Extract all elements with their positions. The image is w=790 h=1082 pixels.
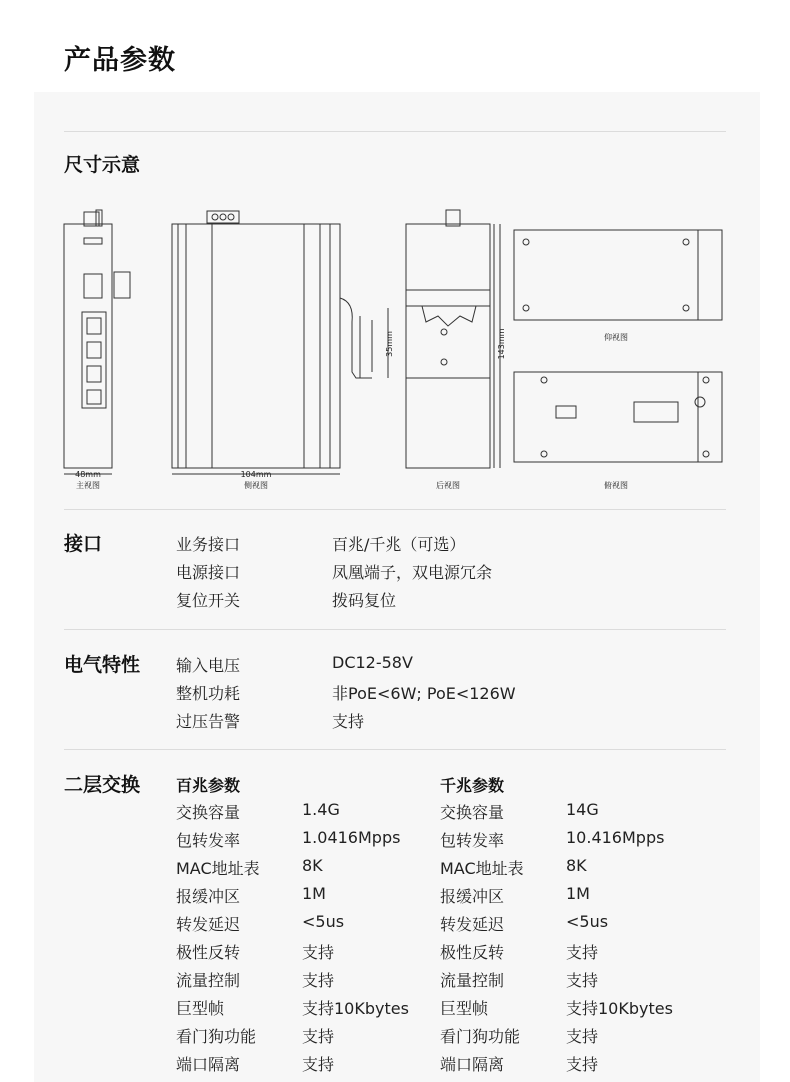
bottom-view-caption: 仰视图 <box>604 333 628 342</box>
interface-section-title: 接口 <box>64 533 103 555</box>
row-value: 支持10Kbytes <box>302 999 409 1018</box>
row-label: MAC地址表 <box>440 859 524 878</box>
rail-height-label: 35mm <box>385 331 394 357</box>
front-view-drawing <box>64 210 130 468</box>
row-label: 电源接口 <box>176 563 241 582</box>
rear-view-drawing <box>406 210 494 468</box>
row-label: 报缓冲区 <box>176 887 241 906</box>
fast-heading: 百兆参数 <box>176 776 241 795</box>
row-label: 报缓冲区 <box>440 887 505 906</box>
row-label: 过压告警 <box>176 712 241 731</box>
row-label: 巨型帧 <box>440 999 489 1018</box>
fast-ethernet-params <box>176 773 426 1073</box>
side-view-caption: 侧视图 <box>244 481 268 490</box>
row-value: 支持 <box>566 1055 599 1074</box>
row-label: 整机功耗 <box>176 684 241 703</box>
row-label: 交换容量 <box>440 803 505 822</box>
gigabit-heading: 千兆参数 <box>440 776 505 795</box>
gigabit-params <box>440 773 720 1073</box>
row-label: 流量控制 <box>440 971 505 990</box>
row-value: 非PoE<6W; PoE<126W <box>332 684 516 703</box>
front-view-caption: 主视图 <box>76 481 100 490</box>
dimension-section-title: 尺寸示意 <box>64 154 141 176</box>
row-value: 支持 <box>302 971 335 990</box>
bottom-view-drawing <box>514 230 722 320</box>
dimension-drawing <box>54 202 734 492</box>
row-value: 1.4G <box>302 800 340 819</box>
row-label: 看门狗功能 <box>440 1027 521 1046</box>
page-title: 产品参数 <box>64 45 176 76</box>
row-value: 10.416Mpps <box>566 828 665 847</box>
row-value: 支持 <box>566 1027 599 1046</box>
side-width-label: 104mm <box>240 470 272 479</box>
row-label: 看门狗功能 <box>176 1027 257 1046</box>
row-value: 8K <box>566 856 587 875</box>
top-view-caption: 俯视图 <box>604 481 628 490</box>
rear-view-caption: 后视图 <box>436 481 460 490</box>
row-value: <5us <box>302 912 345 931</box>
spec-panel <box>34 92 760 1082</box>
row-value: 拨码复位 <box>332 591 397 610</box>
row-label: 输入电压 <box>176 656 241 675</box>
row-value: 1.0416Mpps <box>302 828 401 847</box>
divider <box>64 131 726 132</box>
row-label: 极性反转 <box>176 943 241 962</box>
row-value: 支持 <box>566 943 599 962</box>
row-value: 百兆/千兆（可选） <box>332 535 466 554</box>
row-label: 流量控制 <box>176 971 241 990</box>
row-value: 支持 <box>332 712 365 731</box>
row-value: 1M <box>302 884 326 903</box>
row-label: 包转发率 <box>176 831 241 850</box>
top-view-drawing <box>514 372 722 462</box>
row-value: <5us <box>566 912 609 931</box>
row-label: 复位开关 <box>176 591 241 610</box>
front-width-label: 48mm <box>75 470 101 479</box>
row-label: 包转发率 <box>440 831 505 850</box>
row-value: 8K <box>302 856 323 875</box>
row-value: 支持 <box>302 1055 335 1074</box>
divider <box>64 629 726 630</box>
row-label: 巨型帧 <box>176 999 225 1018</box>
row-value: 支持10Kbytes <box>566 999 673 1018</box>
row-value: 凤凰端子，双电源冗余 <box>332 563 493 582</box>
row-value: 1M <box>566 884 590 903</box>
row-label: 交换容量 <box>176 803 241 822</box>
row-value: 支持 <box>302 1027 335 1046</box>
divider <box>64 509 726 510</box>
body-height-label: 143mm <box>497 328 506 360</box>
row-value: 14G <box>566 800 599 819</box>
row-label: 业务接口 <box>176 535 241 554</box>
row-label: 端口隔离 <box>176 1055 241 1074</box>
row-value: DC12-58V <box>332 653 413 672</box>
row-label: 转发延迟 <box>176 915 241 934</box>
row-value: 支持 <box>302 943 335 962</box>
row-label: 端口隔离 <box>440 1055 505 1074</box>
row-label: 极性反转 <box>440 943 505 962</box>
layer2-section-title: 二层交换 <box>64 774 141 796</box>
row-value: 支持 <box>566 971 599 990</box>
row-label: MAC地址表 <box>176 859 260 878</box>
electrical-section-title: 电气特性 <box>64 654 141 676</box>
divider <box>64 749 726 750</box>
side-view-drawing <box>172 211 372 468</box>
row-label: 转发延迟 <box>440 915 505 934</box>
